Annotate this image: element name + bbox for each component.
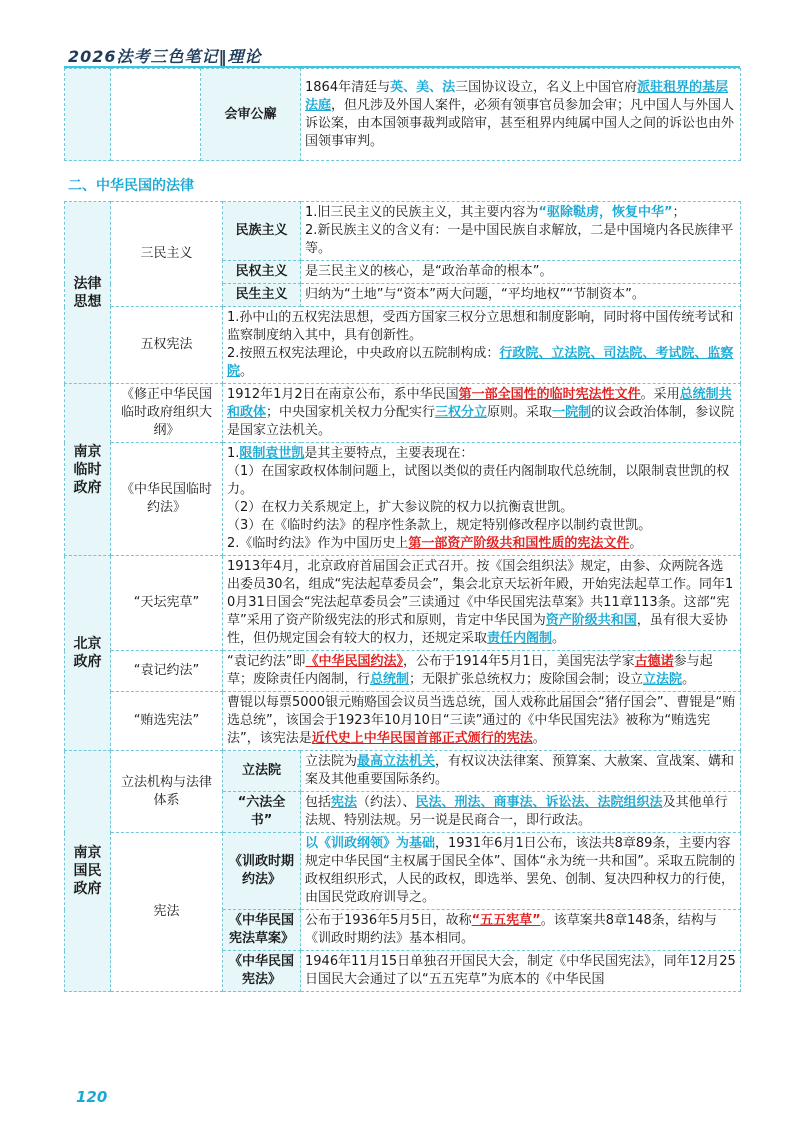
- cell-empty: [65, 69, 111, 161]
- minsheng-label: 民生主义: [223, 284, 301, 307]
- table-row: [65, 307, 741, 384]
- table-row: [65, 202, 741, 261]
- page-number: 120: [76, 1088, 108, 1106]
- xianfa1946-text: 1946年11月15日单独召开国民大会，制定《中华民国宪法》，同年12月25日国民大会通过了以“五五宪草”为底本的《中华民国: [301, 951, 741, 992]
- main-table: [64, 201, 741, 992]
- table-row: [65, 556, 741, 651]
- yuanji-label: “袁记约法”: [111, 651, 223, 692]
- huishen-label: 会审公廨: [201, 69, 301, 161]
- page-header: [64, 38, 740, 66]
- section-title: 二、中华民国的法律: [68, 178, 194, 194]
- xunzheng-label: 《训政时期约法》: [223, 833, 301, 910]
- header-title: 2026法考三色笔记‖理论: [68, 47, 262, 66]
- lifayuan-text: 立法院为最高立法机关，有权议决法律案、预算案、大赦案、宣战案、媾和案及其他重要国际条约。: [301, 751, 741, 792]
- minsheng-text: 归纳为“土地”与“资本”两大问题，“平均地权”“节制资本”。: [301, 284, 741, 307]
- table-row: [65, 692, 741, 751]
- minzu-text: 1.旧三民主义的民族主义，其主要内容为“驱除鞑虏，恢复中华”； 2.新民族主义的含义有：一是中国民族自求解放，二是中国境内各民族律平等。: [301, 202, 741, 261]
- yuanji-text: “袁记约法”即《中华民国约法》，公布于1914年5月1日，美国宪法学家古德诺参与起草；废除责任内阁制，行总统制；无限扩张总统权力；废除国会制；设立立法院。: [223, 651, 741, 692]
- table-row: [65, 833, 741, 910]
- caoan-label: 《中华民国宪法草案》: [223, 910, 301, 951]
- tiantan-text: 1913年4月，北京政府首届国会正式召开。按《国会组织法》规定，由参、众两院各选出委员30名，组成“宪法起草委员会”，集会北京天坛祈年殿，开始宪法起草工作。同年10月31日国会“宪法起草委员会”三读通过《中华民国宪法草案》共11章113条。这部“宪草”采用了资产阶级宪法的形式和原则，肯定中华民国为资产阶级共和国，虽有很大妥协性，但仍规定国会有较大的权力，还规定采取责任内阁制。: [223, 556, 741, 651]
- minquan-text: 是三民主义的核心，是“政治革命的根本”。: [301, 261, 741, 284]
- nanjing-linshi-label: 南京临时政府: [65, 384, 111, 556]
- table-row: [65, 443, 741, 556]
- liufa-label: “六法全书”: [223, 792, 301, 833]
- xunzheng-text: 以《训政纲领》为基础，1931年6月1日公布，该法共8章89条，主要内容规定中华民国“主权属于国民全体”、国体“永为统一共和国”。采取五院制的政权组织形式，人民的政权，即选举、罢免、创制、复决四种权力的行使，由国民党政府训导之。: [301, 833, 741, 910]
- huixuan-label: “贿选宪法”: [111, 692, 223, 751]
- lifa-label: 立法机构与法律体系: [111, 751, 223, 833]
- yuefa-label: 《中华民国临时约法》: [111, 443, 223, 556]
- liufa-text: 包括宪法（约法）、民法、刑法、商事法、诉讼法、法院组织法及其他单行法规、特别法规。另一说是民商合一，即行政法。: [301, 792, 741, 833]
- xianfa1946-label: 《中华民国宪法》: [223, 951, 301, 992]
- cell-empty: [111, 69, 201, 161]
- yuefa-text: 1.限制袁世凯是其主要特点，主要表现在： （1）在国家政权体制问题上，试图以类似的责任内阁制取代总统制，以限制袁世凯的权力。 （2）在权力关系规定上，扩大参议院的权力以抗衡袁世凯。 （3）在《临时约法》的程序性条款上，规定特别修改程序以制约袁世凯。 2.《临时约法》作为中国历史上第一部资产阶级共和国性质的宪法文件。: [223, 443, 741, 556]
- xianfa-label: 宪法: [111, 833, 223, 992]
- top-table: [64, 68, 741, 161]
- sanmin-label: 三民主义: [111, 202, 223, 307]
- nanjing-guomin-label: 南京国民政府: [65, 751, 111, 992]
- dagang-text: 1912年1月2日在南京公布，系中华民国第一部全国性的临时宪法性文件。采用总统制共和政体；中央国家机关权力分配实行三权分立原则。采取一院制的议会政治体制，参议院是国家立法机关。: [223, 384, 741, 443]
- dagang-label: 《修正中华民国临时政府组织大纲》: [111, 384, 223, 443]
- falv-sixiang-label: 法律思想: [65, 202, 111, 384]
- wuquan-text: 1.孙中山的五权宪法思想，受西方国家三权分立思想和制度影响，同时将中国传统考试和监察制度纳入其中，具有创新性。 2.按照五权宪法理论，中央政府以五院制构成：行政院、立法院、司法院、考试院、监察院。: [223, 307, 741, 384]
- lifayuan-label: 立法院: [223, 751, 301, 792]
- table-row: [65, 69, 741, 161]
- caoan-text: 公布于1936年5月5日，故称“五五宪草”。该草案共8章148条，结构与《训政时期约法》基本相同。: [301, 910, 741, 951]
- table-row: [65, 751, 741, 792]
- page-content: [64, 68, 740, 992]
- huixuan-text: 曹锟以每票5000银元贿赂国会议员当选总统，国人戏称此届国会“猪仔国会”、曹锟是“贿选总统”，该国会于1923年10月10日“三读”通过的《中华民国宪法》被称为“贿选宪法”，该宪法是近代史上中华民国首部正式颁行的宪法。: [223, 692, 741, 751]
- minquan-label: 民权主义: [223, 261, 301, 284]
- tiantan-label: “天坛宪草”: [111, 556, 223, 651]
- beijing-label: 北京政府: [65, 556, 111, 751]
- minzu-label: 民族主义: [223, 202, 301, 261]
- huishen-text: 1864年清廷与英、美、法三国协议设立，名义上中国官府派驻租界的基层法庭，但凡涉及外国人案件，必须有领事官员参加会审；凡中国人与外国人诉讼案，由本国领事裁判或陪审，甚至租界内纯属中国人之间的诉讼也由外国领事审判。: [301, 69, 741, 161]
- table-row: [65, 651, 741, 692]
- table-row: [65, 384, 741, 443]
- wuquan-label: 五权宪法: [111, 307, 223, 384]
